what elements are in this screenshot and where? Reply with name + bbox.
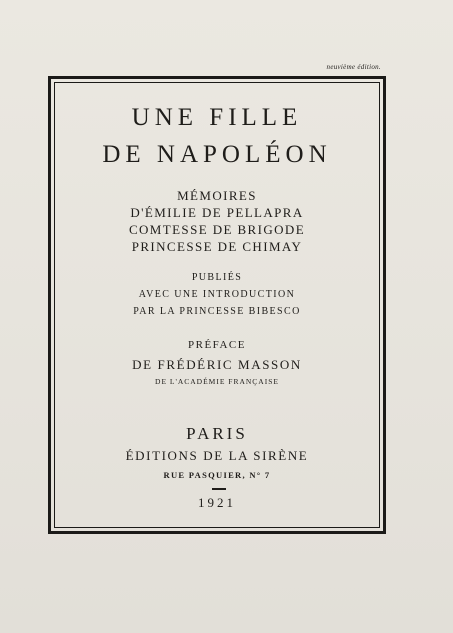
preface-label: PRÉFACE <box>188 339 246 351</box>
subtitle-line: PRINCESSE DE CHIMAY <box>131 239 303 254</box>
book-title-line-2: DE NAPOLÉON <box>102 141 332 168</box>
subtitle-line: D'ÉMILIE DE PELLAPRA <box>130 205 304 220</box>
preface-author: DE FRÉDÉRIC MASSON <box>132 357 302 372</box>
publication-credit <box>51 269 383 320</box>
publication-line: AVEC UNE INTRODUCTION <box>138 289 296 300</box>
edition-note: neuvième édition. <box>326 63 381 71</box>
subtitle <box>51 187 383 255</box>
publication-line: PUBLIÉS <box>191 272 243 283</box>
imprint-publisher: ÉDITIONS DE LA SIRÈNE <box>125 448 309 463</box>
title-content <box>51 79 383 531</box>
subtitle-line: MÉMOIRES <box>177 188 257 203</box>
imprint-city: PARIS <box>186 424 248 443</box>
publication-line: PAR LA PRINCESSE BIBESCO <box>133 306 301 317</box>
title-frame <box>48 76 386 534</box>
subtitle-line: COMTESSE DE BRIGODE <box>128 222 306 237</box>
book-title-line-1: UNE FILLE <box>131 104 303 131</box>
imprint-year: 1921 <box>198 495 236 510</box>
imprint-address: RUE PASQUIER, N° 7 <box>163 470 271 480</box>
preface-credit <box>51 335 383 389</box>
separator-dash <box>212 488 226 490</box>
preface-affiliation: DE L'ACADÉMIE FRANÇAISE <box>155 377 279 386</box>
